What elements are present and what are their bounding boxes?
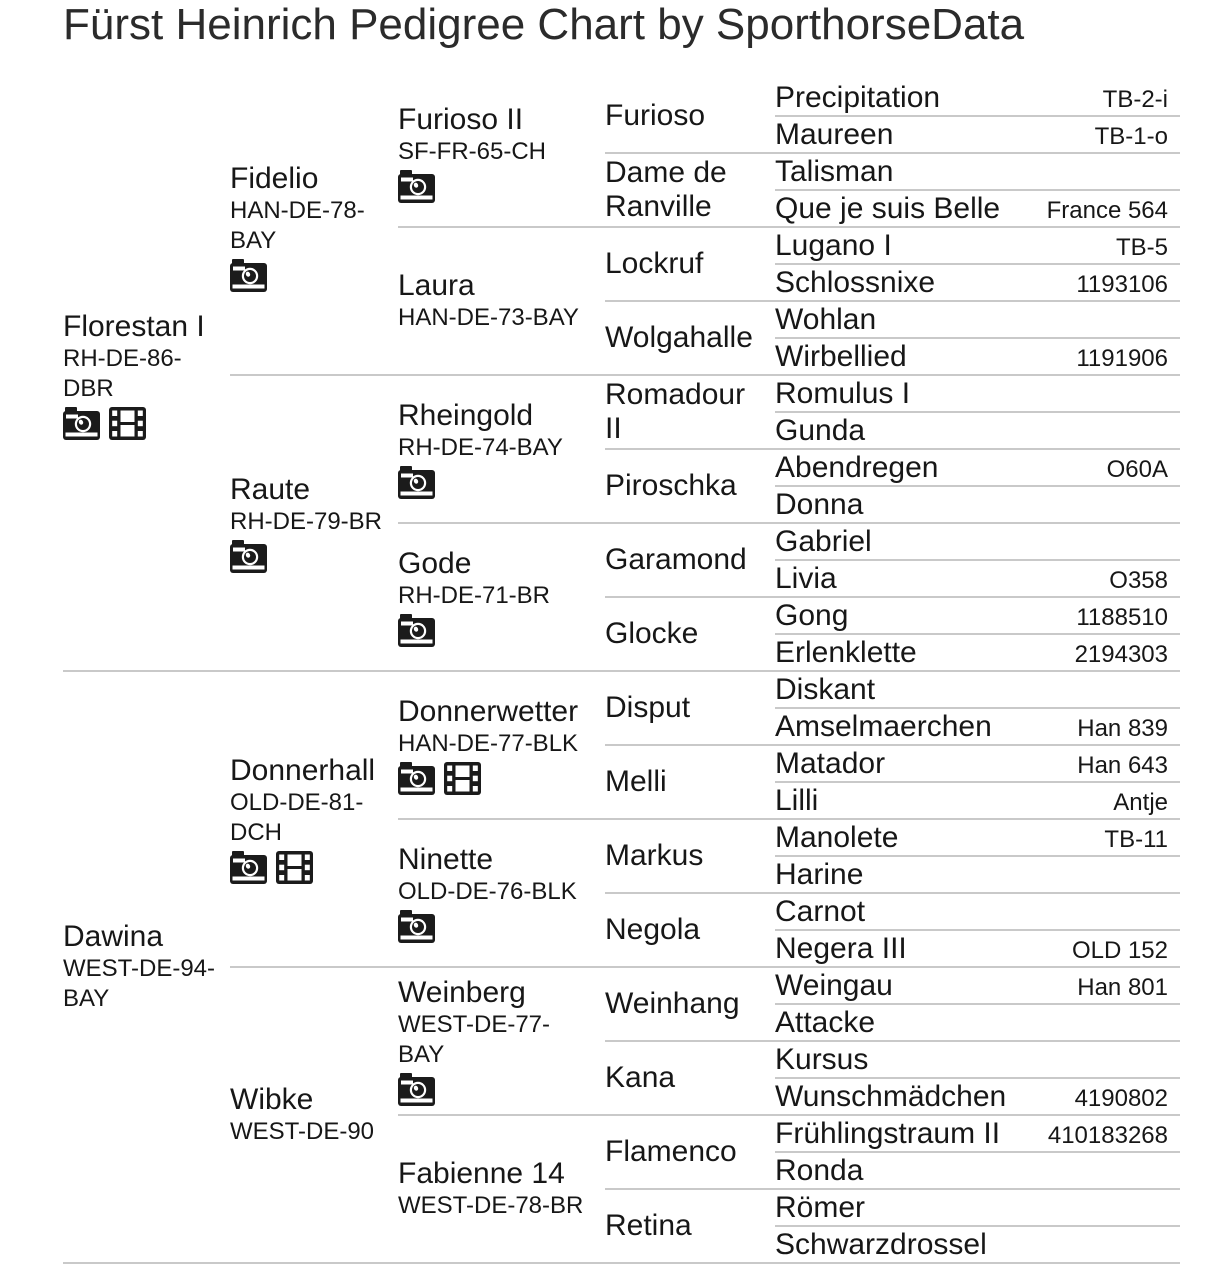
pedigree-cell [63, 80, 230, 671]
horse-name: Furioso II [398, 103, 524, 136]
camera-icon[interactable] [398, 762, 435, 795]
registry-code: Antje [1113, 789, 1168, 816]
pedigree-cell [775, 930, 1180, 967]
registry-code: Han 643 [1077, 752, 1168, 779]
horse-name: Talisman [775, 155, 894, 188]
horse-name: Schwarzdrossel [775, 1228, 987, 1261]
horse-name: Flamenco [605, 1135, 737, 1168]
horse-code: RH-DE-86-DBR [63, 345, 182, 402]
pedigree-cell [775, 1115, 1180, 1152]
registry-code: O358 [1109, 567, 1168, 594]
horse-name: Lugano I [775, 229, 892, 262]
horse-name: Amselmaerchen [775, 710, 992, 743]
horse-name: Ninette [398, 843, 494, 876]
registry-code: 410183268 [1047, 1122, 1168, 1149]
registry-code: TB-2-i [1102, 86, 1168, 113]
camera-icon[interactable] [398, 1073, 435, 1106]
horse-code: OLD-DE-81-DCH [230, 789, 364, 846]
pedigree-cell [775, 486, 1180, 523]
pedigree-cell [605, 80, 775, 153]
pedigree-cell [63, 671, 230, 1263]
media-icons [230, 540, 394, 573]
pedigree-cell [775, 375, 1180, 412]
pedigree-cell [398, 967, 605, 1115]
pedigree-cell [605, 301, 775, 375]
pedigree-cell [605, 153, 775, 227]
film-icon[interactable] [109, 407, 146, 440]
pedigree-cell [605, 523, 775, 597]
pedigree-cell [775, 1004, 1180, 1041]
horse-name: Weinhang [605, 987, 740, 1020]
media-icons [63, 407, 223, 440]
pedigree-cell [775, 190, 1180, 227]
pedigree-cell [775, 967, 1180, 1004]
horse-code: RH-DE-74-BAY [398, 434, 563, 461]
pedigree-cell [230, 375, 398, 671]
camera-icon[interactable] [230, 259, 267, 292]
horse-name: Lilli [775, 784, 819, 817]
horse-name: Negera III [775, 932, 907, 965]
horse-name: Garamond [605, 543, 747, 576]
horse-name: Wibke [230, 1083, 314, 1116]
camera-icon[interactable] [398, 466, 435, 499]
media-icons [398, 910, 595, 943]
horse-name: Disput [605, 691, 691, 724]
pedigree-cell [775, 227, 1180, 264]
horse-name: Frühlingstraum II [775, 1117, 1001, 1150]
horse-name: Donnerhall [230, 754, 376, 787]
horse-name: Rheingold [398, 399, 534, 432]
horse-name: Manolete [775, 821, 899, 854]
horse-name: Markus [605, 839, 704, 872]
media-icons [230, 259, 394, 292]
horse-name: Romulus I [775, 377, 911, 410]
pedigree-cell [605, 227, 775, 301]
pedigree-cell [398, 523, 605, 671]
horse-name: Lockruf [605, 247, 704, 280]
pedigree-cell [605, 893, 775, 967]
pedigree-cell [775, 856, 1180, 893]
horse-code: RH-DE-71-BR [398, 582, 551, 609]
horse-name: Furioso [605, 99, 706, 132]
film-icon[interactable] [444, 762, 481, 795]
horse-name: Gunda [775, 414, 866, 447]
horse-name: Florestan I [63, 310, 205, 343]
horse-name: Erlenklette [775, 636, 917, 669]
horse-code: WEST-DE-90 [230, 1118, 375, 1145]
camera-icon[interactable] [63, 407, 100, 440]
horse-name: Laura [398, 269, 475, 302]
horse-name: Maureen [775, 118, 894, 151]
horse-name: Wohlan [775, 303, 877, 336]
pedigree-cell [605, 1115, 775, 1189]
pedigree-cell [605, 449, 775, 523]
pedigree-cell [398, 671, 605, 819]
registry-code: Han 839 [1077, 715, 1168, 742]
horse-name: Römer [775, 1191, 866, 1224]
pedigree-cell [605, 671, 775, 745]
horse-name: Harine [775, 858, 864, 891]
page-title: Fürst Heinrich Pedigree Chart by SporthorseData [63, 0, 1025, 49]
pedigree-cell [775, 634, 1180, 671]
pedigree-cell [605, 819, 775, 893]
horse-name: Donna [775, 488, 864, 521]
registry-code: 1193106 [1076, 271, 1168, 298]
pedigree-cell [775, 671, 1180, 708]
horse-code: HAN-DE-77-BLK [398, 730, 579, 757]
horse-name: Que je suis Belle [775, 192, 1001, 225]
horse-name: Schlossnixe [775, 266, 936, 299]
horse-name: Fabienne 14 [398, 1157, 565, 1190]
camera-icon[interactable] [398, 170, 435, 203]
registry-code: O60A [1106, 456, 1168, 483]
horse-code: WEST-DE-78-BR [398, 1192, 584, 1219]
horse-name: Retina [605, 1209, 692, 1242]
pedigree-cell [775, 597, 1180, 634]
registry-code: TB-11 [1104, 826, 1168, 853]
pedigree-cell [775, 819, 1180, 856]
horse-code: WEST-DE-77-BAY [398, 1011, 551, 1068]
pedigree-cell [605, 597, 775, 671]
horse-name: Kana [605, 1061, 676, 1094]
horse-name: Wolgahalle [605, 321, 753, 354]
horse-name: Gode [398, 547, 472, 580]
pedigree-cell [398, 1115, 605, 1263]
media-icons [398, 466, 595, 499]
horse-name: Ronda [775, 1154, 864, 1187]
horse-name: Wunschmädchen [775, 1080, 1007, 1113]
horse-name: Carnot [775, 895, 866, 928]
horse-name: Donnerwetter [398, 695, 579, 728]
registry-code: France 564 [1046, 197, 1168, 224]
pedigree-cell [230, 967, 398, 1263]
media-icons [230, 851, 394, 884]
registry-code: TB-5 [1115, 234, 1168, 261]
pedigree-cell [398, 375, 605, 523]
pedigree-cell [775, 745, 1180, 782]
horse-name: Dawina [63, 920, 164, 953]
horse-name: Wirbellied [775, 340, 907, 373]
pedigree-cell [605, 375, 775, 449]
camera-icon[interactable] [230, 540, 267, 573]
camera-icon[interactable] [230, 851, 267, 884]
pedigree-cell [775, 893, 1180, 930]
horse-code: OLD-DE-76-BLK [398, 878, 577, 905]
pedigree-cell [398, 227, 605, 375]
pedigree-cell [775, 1152, 1180, 1189]
pedigree-table [63, 80, 1180, 1264]
pedigree-cell [230, 80, 398, 375]
horse-name: Piroschka [605, 469, 737, 502]
horse-code: RH-DE-79-BR [230, 508, 383, 535]
pedigree-cell [775, 523, 1180, 560]
horse-name: Diskant [775, 673, 876, 706]
horse-name: Romadour II [605, 378, 746, 445]
horse-name: Precipitation [775, 81, 941, 114]
registry-code: TB-1-o [1094, 123, 1168, 150]
horse-code: HAN-DE-73-BAY [398, 304, 579, 331]
pedigree-cell [775, 1041, 1180, 1078]
film-icon[interactable] [276, 851, 313, 884]
horse-name: Weingau [775, 969, 893, 1002]
registry-code: 4190802 [1074, 1085, 1168, 1112]
pedigree-cell [775, 560, 1180, 597]
pedigree-cell [775, 782, 1180, 819]
pedigree-cell [605, 1189, 775, 1263]
media-icons [398, 1073, 595, 1106]
horse-name: Attacke [775, 1006, 876, 1039]
media-icons [398, 762, 595, 795]
pedigree-cell [230, 671, 398, 967]
pedigree-cell [775, 153, 1180, 190]
pedigree-cell [775, 264, 1180, 301]
registry-code: OLD 152 [1071, 937, 1168, 964]
pedigree-cell [775, 338, 1180, 375]
pedigree-cell [775, 80, 1180, 116]
horse-name: Dame de Ranville [605, 156, 727, 223]
horse-name: Melli [605, 765, 667, 798]
pedigree-cell [605, 1041, 775, 1115]
horse-name: Glocke [605, 617, 699, 650]
registry-code: 1191906 [1076, 345, 1168, 372]
registry-code: 2194303 [1074, 641, 1168, 668]
pedigree-cell [775, 708, 1180, 745]
camera-icon[interactable] [398, 910, 435, 943]
horse-name: Fidelio [230, 162, 319, 195]
pedigree-cell [605, 967, 775, 1041]
horse-name: Abendregen [775, 451, 939, 484]
pedigree-cell [775, 1189, 1180, 1226]
horse-code: HAN-DE-78-BAY [230, 197, 365, 254]
pedigree-cell [775, 116, 1180, 153]
pedigree-cell [775, 1226, 1180, 1263]
pedigree-cell [775, 1078, 1180, 1115]
horse-name: Negola [605, 913, 701, 946]
horse-code: SF-FR-65-CH [398, 138, 546, 165]
registry-code: 1188510 [1076, 604, 1168, 631]
horse-name: Kursus [775, 1043, 869, 1076]
camera-icon[interactable] [398, 614, 435, 647]
media-icons [398, 614, 595, 647]
pedigree-cell [605, 745, 775, 819]
horse-name: Gabriel [775, 525, 872, 558]
registry-code: Han 801 [1077, 974, 1168, 1001]
horse-name: Weinberg [398, 976, 526, 1009]
horse-code: WEST-DE-94-BAY [63, 955, 216, 1012]
horse-name: Matador [775, 747, 886, 780]
pedigree-cell [775, 412, 1180, 449]
pedigree-cell [775, 301, 1180, 338]
pedigree-cell [775, 449, 1180, 486]
media-icons [398, 170, 595, 203]
horse-name: Raute [230, 473, 311, 506]
horse-name: Gong [775, 599, 849, 632]
pedigree-cell [398, 80, 605, 227]
horse-name: Livia [775, 562, 837, 595]
pedigree-cell [398, 819, 605, 967]
